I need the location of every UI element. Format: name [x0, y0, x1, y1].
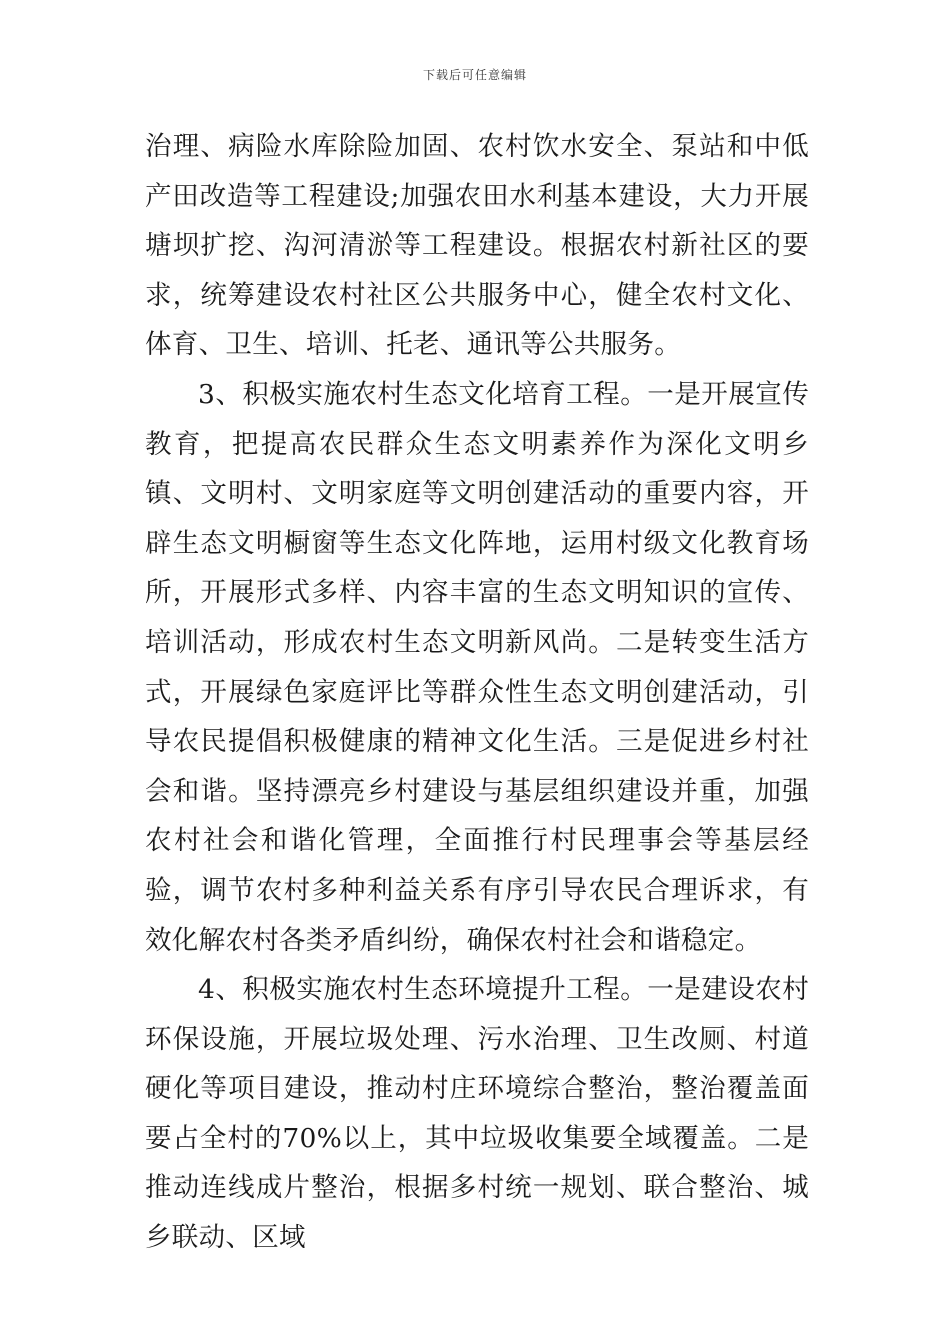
- document-body: [145, 122, 809, 1263]
- paragraph-continuation: 治理、病险水库除险加固、农村饮水安全、泵站和中低产田改造等工程建设;加强农田水利基本建设，大力开展塘坝扩挖、沟河清淤等工程建设。根据农村新社区的要求，统筹建设农村社区公共服务中心，健全农村文化、体育、卫生、培训、托老、通讯等公共服务。: [145, 131, 809, 361]
- page-header-note: 下载后可任意编辑: [422, 68, 527, 82]
- paragraph-item-3: 3、积极实施农村生态文化培育工程。一是开展宣传教育，把提高农民群众生态文明素养作为深化文明乡镇、文明村、文明家庭等文明创建活动的重要内容，开辟生态文明橱窗等生态文化阵地，运用村级文化教育场所，开展形式多样、内容丰富的生态文明知识的宣传、培训活动，形成农村生态文明新风尚。二是转变生活方式，开展绿色家庭评比等群众性生态文明创建活动，引导农民提倡积极健康的精神文化生活。三是促进乡村社会和谐。坚持漂亮乡村建设与基层组织建设并重，加强农村社会和谐化管理，全面推行村民理事会等基层经验，调节农村多种利益关系有序引导农民合理诉求，有效化解农村各类矛盾纠纷，确保农村社会和谐稳定。: [145, 378, 809, 956]
- paragraph-item-4: 4、积极实施农村生态环境提升工程。一是建设农村环保设施，开展垃圾处理、污水治理、卫生改厕、村道硬化等项目建设，推动村庄环境综合整治，整治覆盖面要占全村的70%以上，其中垃圾收集要全域覆盖。二是推动连线成片整治，根据多村统一规划、联合整治、城乡联动、区域: [145, 974, 809, 1254]
